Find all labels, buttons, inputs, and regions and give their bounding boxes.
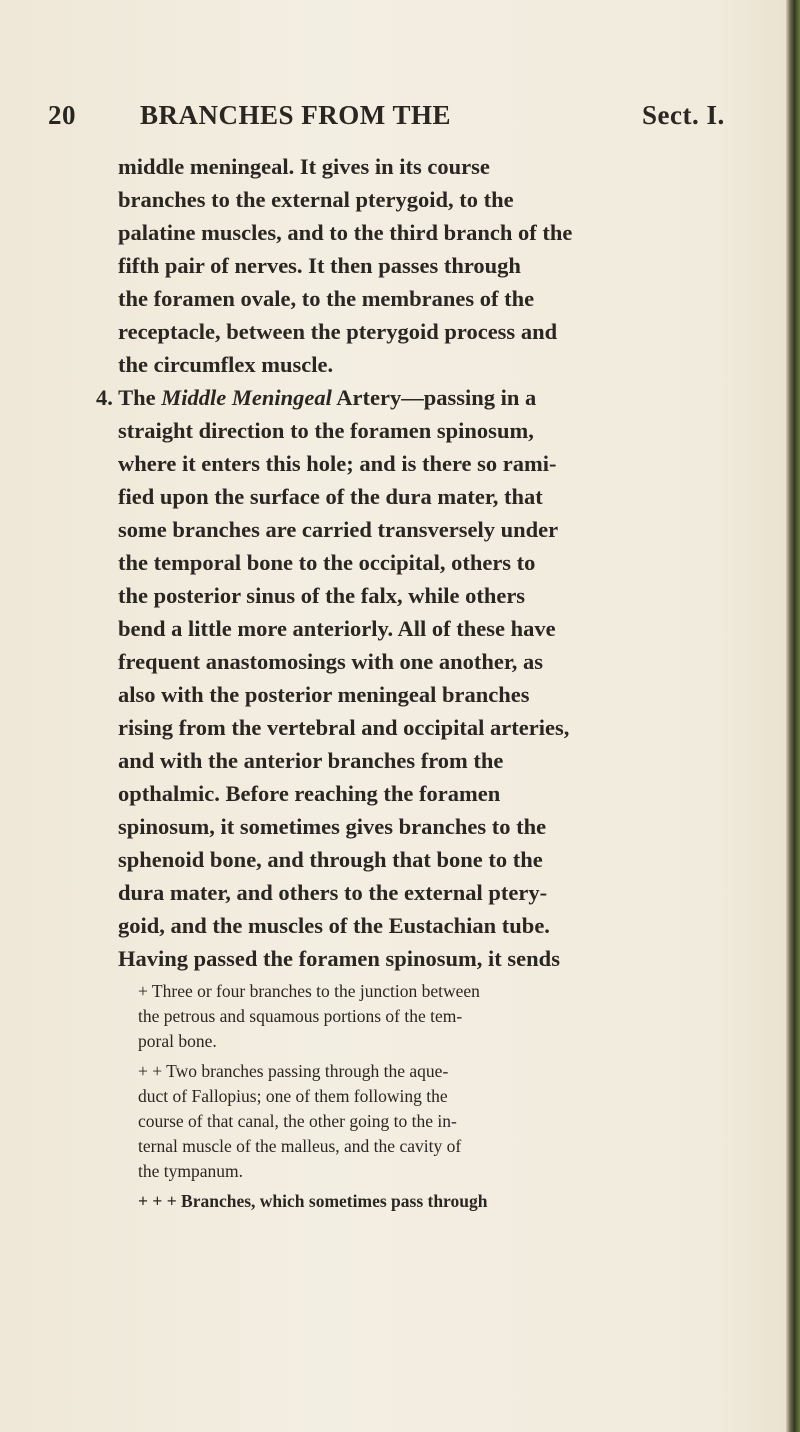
- text-line: some branches are carried transversely under: [118, 517, 559, 542]
- text-line: the temporal bone to the occipital, others to: [118, 550, 536, 575]
- section-reference: Sect. I.: [642, 100, 725, 130]
- item-heading-rest: Artery—passing in a: [331, 385, 537, 410]
- text-line: spinosum, it sometimes gives branches to the: [118, 814, 547, 839]
- text-line: rising from the vertebral and occipital arteries,: [118, 715, 570, 740]
- text-line: dura mater, and others to the external ptery-: [118, 880, 548, 905]
- footnote-line: ternal muscle of the malleus, and the cavity of: [138, 1136, 462, 1156]
- footnote-line: poral bone.: [138, 1031, 217, 1051]
- text-line: frequent anastomosings with one another, as: [118, 649, 544, 674]
- text-line: the foramen ovale, to the membranes of the: [118, 286, 535, 311]
- text-line: bend a little more anteriorly. All of these have: [118, 616, 556, 641]
- text-line: straight direction to the foramen spinosum,: [118, 418, 534, 443]
- text-line: palatine muscles, and to the third branch of the: [118, 220, 573, 245]
- text-line: receptacle, between the pterygoid process and: [118, 319, 558, 344]
- text-line: where it enters this hole; and is there so rami-: [118, 451, 557, 476]
- text-line: middle meningeal. It gives in its course: [118, 154, 490, 179]
- text-line: branches to the external pterygoid, to the: [118, 187, 514, 212]
- footnote-line: + + + Branches, which sometimes pass through: [138, 1191, 488, 1211]
- text-line: fied upon the surface of the dura mater, that: [118, 484, 543, 509]
- text-line: the posterior sinus of the falx, while others: [118, 583, 526, 608]
- text-line: the circumflex muscle.: [118, 352, 334, 377]
- text-line: Having passed the foramen spinosum, it sends: [118, 946, 560, 971]
- page-number: 20: [48, 100, 76, 130]
- text-line: goid, and the muscles of the Eustachian tube.: [118, 913, 550, 938]
- text-line: sphenoid bone, and through that bone to the: [118, 847, 543, 872]
- item-4-heading-line: [96, 387, 536, 410]
- footnote-line: course of that canal, the other going to the in-: [138, 1111, 457, 1131]
- footnote-line: + + Two branches passing through the aque-: [138, 1061, 449, 1081]
- footnote-line: + Three or four branches to the junction between: [138, 981, 480, 1001]
- footnote-line: duct of Fallopius; one of them following the: [138, 1086, 448, 1106]
- footnote-line: the tympanum.: [138, 1161, 243, 1181]
- page-binding-edge: [786, 0, 800, 1432]
- item-number: 4. The: [96, 385, 162, 410]
- item-title: Middle Meningeal: [161, 385, 332, 410]
- text-line: and with the anterior branches from the: [118, 748, 504, 773]
- text-line: also with the posterior meningeal branches: [118, 682, 530, 707]
- footnote-line: the petrous and squamous portions of the tem-: [138, 1006, 463, 1026]
- running-title: BRANCHES FROM THE: [140, 100, 452, 130]
- text-line: fifth pair of nerves. It then passes through: [118, 253, 521, 278]
- page-header: [48, 100, 768, 140]
- text-line: opthalmic. Before reaching the foramen: [118, 781, 501, 806]
